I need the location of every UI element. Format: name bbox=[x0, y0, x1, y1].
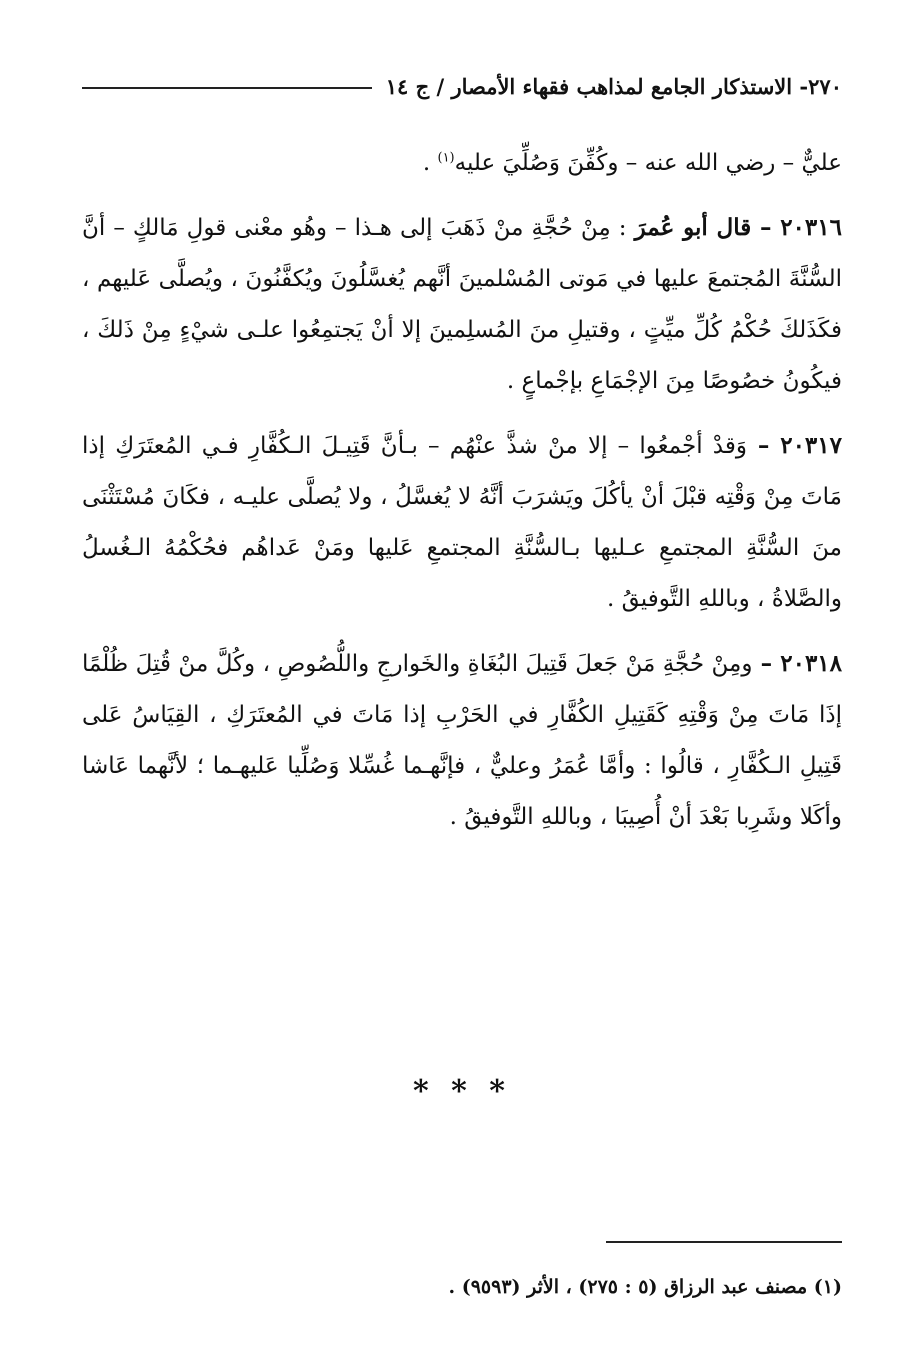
paragraph-text: عليٌّ – رضي الله عنه – وكُفِّنَ وَصُلِّيَ عليه bbox=[454, 150, 842, 176]
paragraph-text: : مِنْ حُجَّةِ منْ ذَهَبَ إلى هـذا – وهُو معْنى قولِ مَالكٍ – أنَّ السُّنَّةَ المُجتمعَ عليها في مَوتى المُسْلمينَ أنَّهم يُغسَّلُونَ ويُكفَّنُونَ ، ويُصلَّى عَليهم ، فكَذَلكَ حُكْمُ كُلِّ ميِّتٍ ، وقتيلِ منَ المُسلِمينَ إلا أنْ يَجتمِعُوا علـى شيْءٍ مِنْ ذَلكَ ، فيكُونُ خصُوصًا مِنَ الإجْمَاعِ بإجْماعٍ . bbox=[82, 215, 842, 394]
header-title: ٢٧٠- الاستذكار الجامع لمذاهب فقهاء الأمصار / ج ١٤ bbox=[385, 73, 842, 99]
paragraph-number: ٢٠٣١٦ – bbox=[751, 214, 842, 241]
paragraph-number: ٢٠٣١٧ – bbox=[746, 432, 842, 459]
paragraph-text: وَقدْ أجْمعُوا – إلا منْ شذَّ عنْهُم – بـأنَّ قَتِيـلَ الـكُفَّارِ فـي المُعتَرَكِ إذا مَاتَ مِنْ وَقْتِه قبْلَ أنْ يأكُلَ ويَشرَبَ أنَّهُ لا يُغسَّلُ ، ولا يُصلَّى عليـه ، فكَانَ مُسْتَثْنَى منَ السُّنَّةِ المجتمعِ عـليها بـالسُّنَّةِ المجتمعِ عَليها ومَنْ عَداهُم فحُكْمُهُ الـغُسلُ والصَّلاةُ ، وباللهِ التَّوفيقُ . bbox=[82, 433, 842, 612]
running-header bbox=[82, 66, 842, 106]
paragraph-continuation bbox=[82, 138, 842, 189]
footnote: (١) مصنف عبد الرزاق (٥ : ٢٧٥) ، الأثر (٩٥٩٣) . bbox=[448, 1276, 842, 1298]
paragraph-text: ومِنْ حُجَّةِ مَنْ جَعلَ قَتِيلَ البُغَاةِ والخَوارجِ واللُّصُوصِ ، وكُلَّ منْ قُتِلَ ظُلْمًا إذَا مَاتَ مِنْ وَقْتِهِ كَقَتِيلِ الكُفَّارِ في الحَرْبِ إذا مَاتَ في المُعتَرَكِ ، القِيَاسُ عَلى قَتِيلِ الـكُفَّارِ ، قالُوا : وأمَّا عُمَرُ وعليٌّ ، فإنَّهـما غُسِّلا وَصُلِّيا عَليهـما ؛ لأنَّهما عَاشا وأكَلا وشَرِبا بَعْدَ أنْ أُصِيبَا ، وباللهِ التَّوفيقُ . bbox=[82, 651, 842, 830]
footnote-reference: (١) bbox=[437, 150, 455, 166]
paragraph-20316 bbox=[82, 202, 842, 407]
main-text bbox=[82, 138, 842, 843]
header-rule bbox=[82, 87, 372, 89]
footnote-rule bbox=[606, 1241, 842, 1243]
paragraph-20318 bbox=[82, 638, 842, 843]
section-separator: * * * bbox=[413, 1074, 511, 1109]
paragraph-speaker: قال أبو عُمرَ bbox=[634, 214, 752, 241]
paragraph-tail: . bbox=[422, 150, 438, 176]
paragraph-number: ٢٠٣١٨ – bbox=[752, 650, 843, 677]
paragraph-20317 bbox=[82, 420, 842, 625]
